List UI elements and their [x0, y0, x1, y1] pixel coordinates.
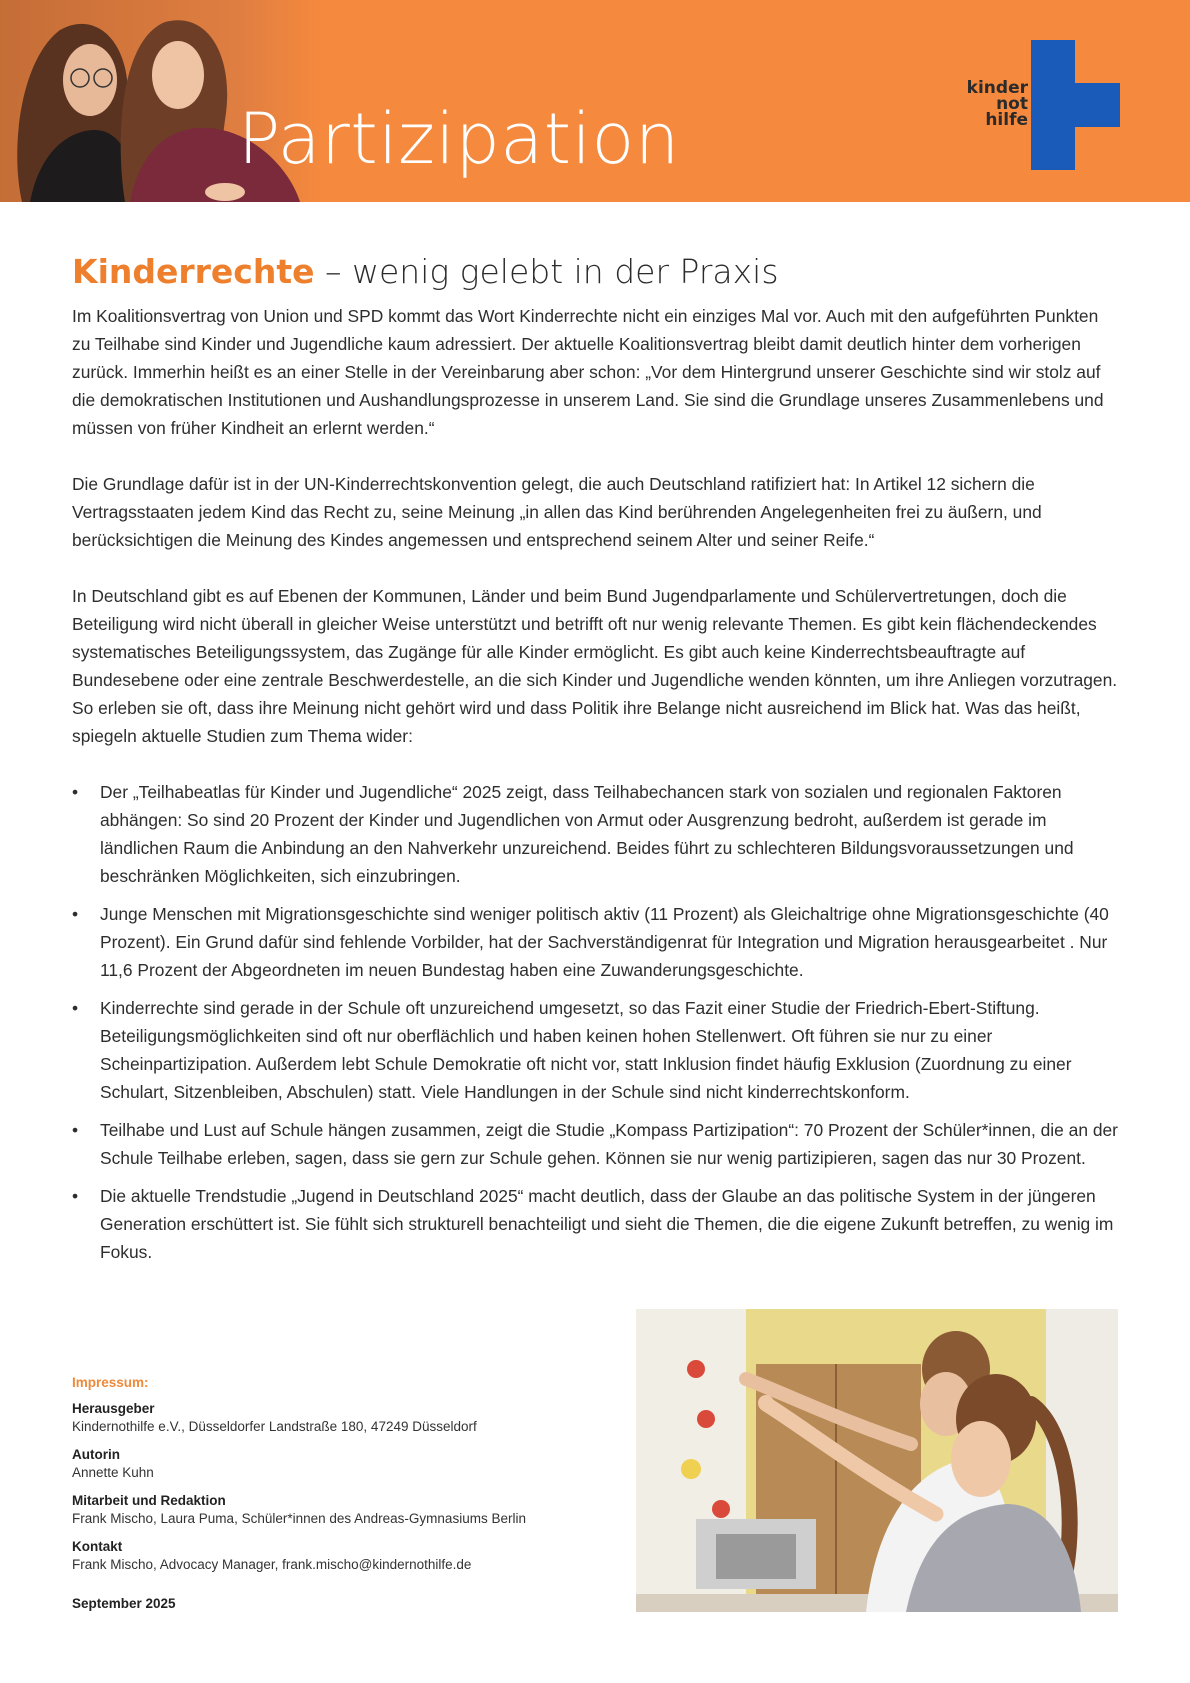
headline-subtitle: – wenig gelebt in der Praxis: [314, 252, 779, 291]
imprint-title: Impressum:: [72, 1375, 149, 1390]
bullet-dot-icon: •: [72, 904, 79, 924]
classroom-photo: [636, 1309, 1118, 1612]
bullet-dot-icon: •: [72, 1120, 79, 1140]
article: [72, 252, 1120, 1276]
paragraph-koalitionsvertrag: Im Koalitionsvertrag von Union und SPD kommt das Wort Kinderrechte nicht ein einziges Mal vor. Auch mit den aufgeführten Punkten zu Teilhabe sind Kinder und Jugendliche kaum adressiert. Der aktuelle Koalitionsvertrag bleibt damit deutlich hinter dem vorherigen zurück. Immerhin heißt es an einer Stelle in der Vereinbarung aber schon: „Vor dem Hintergrund unserer Geschichte sind wir stolz auf die demokratischen Institutionen und Aushandlungsprozesse in unserem Land. Sie sind die Grundlage unseres Zusammenlebens und müssen von früher Kindheit an erlernt werden.“: [72, 306, 1104, 438]
bullet-dot-icon: •: [72, 998, 79, 1018]
kindernothilfe-logo: [960, 40, 1120, 170]
bullet-dot-icon: •: [72, 1186, 79, 1206]
author-label: Autorin: [72, 1447, 120, 1462]
classroom-photo-illustration: [636, 1309, 1118, 1612]
list-item: [72, 1182, 1120, 1266]
list-item-text: Junge Menschen mit Migrationsgeschichte sind weniger politisch aktiv (11 Prozent) als Gleichaltrige ohne Migrationsgeschichte (40 Prozent). Ein Grund dafür sind fehlende Vorbilder, hat der Sachverständigenrat für Integration und Migration herausgearbeitet . Nur 11,6 Prozent der Abgeordneten im neuen Bundestag haben eine Zuwanderungsgeschichte.: [100, 904, 1109, 980]
list-item-text: Kinderrechte sind gerade in der Schule oft unzureichend umgesetzt, so das Fazit einer Studie der Friedrich-Ebert-Stiftung. Beteiligungsmöglichkeiten sind oft nur oberflächlich und haben keinen hohen Stellenwert. Oft führen sie nur zu einer Scheinpartizipation. Außerdem lebt Schule Demokratie oft nicht vor, statt Inklusion findet häufig Exklusion (Zuordnung zu einer Schulart, Sitzenbleiben, Abschulen) statt. Viele Handlungen in der Schule sind nicht kinderrechtskonform.: [100, 998, 1072, 1102]
logo-wordmark: [967, 80, 1028, 128]
contact-value: Frank Mischo, Advocacy Manager, frank.mischo@kindernothilfe.de: [72, 1557, 472, 1572]
studies-list: [72, 778, 1120, 1266]
headline-keyword: Kinderrechte: [72, 252, 315, 291]
publisher-label: Herausgeber: [72, 1401, 155, 1416]
header-band: [0, 0, 1190, 202]
page-title: Partizipation: [238, 98, 680, 180]
paragraph-deutschland-beteiligung: In Deutschland gibt es auf Ebenen der Kommunen, Länder und beim Bund Jugendparlamente und Schülervertretungen, doch die Beteiligung wird nicht überall in gleicher Weise unterstützt und betrifft oft nur wenig relevante Themen. Es gibt kein flächendeckendes systematisches Beteiligungssystem, das Zugänge für alle Kinder ermöglicht. Es gibt auch keine Kinderrechtsbeauftragte auf Bundesebene oder eine zentrale Beschwerdestelle, an die sich Kinder und Jugendliche wenden könnten, um ihre Anliegen vorzutragen. So erleben sie oft, dass ihre Meinung nicht gehört wird und dass Politik ihre Belange nicht ausreichend im Blick hat. Was das heißt, spiegeln aktuelle Studien zum Thema wider:: [72, 586, 1118, 746]
editing-label: Mitarbeit und Redaktion: [72, 1493, 226, 1508]
list-item-text: Die aktuelle Trendstudie „Jugend in Deutschland 2025“ macht deutlich, dass der Glaube an das politische System in der jüngeren Generation erschüttert ist. Sie fühlt sich strukturell benachteiligt und sieht die Themen, die die eigene Zukunft betreffen, zu wenig im Fokus.: [100, 1186, 1114, 1262]
logo-word-hilfe: hilfe: [985, 110, 1028, 130]
list-item: [72, 778, 1120, 890]
publication-date: September 2025: [72, 1596, 176, 1611]
contact-label: Kontakt: [72, 1539, 123, 1554]
imprint: [72, 1375, 632, 1625]
logo-word-kinder: kinder: [966, 78, 1028, 98]
list-item-text: Teilhabe und Lust auf Schule hängen zusammen, zeigt die Studie „Kompass Partizipation“: 70 Prozent der Schüler*innen, die an der Schule Teilhabe erleben, sagen, dass sie gern zur Schule gehen. Können sie nur wenig partizipieren, sagen das nur 30 Prozent.: [100, 1120, 1118, 1168]
list-item: [72, 900, 1120, 984]
paragraph-un-konvention: Die Grundlage dafür ist in der UN-Kinderrechtskonvention gelegt, die auch Deutschland ratifiziert hat: In Artikel 12 sichern die Vertragsstaaten jedem Kind das Recht zu, seine Meinung „in allen das Kind berührenden Angelegenheiten frei zu äußern, und berücksichtigen die Meinung des Kindes angemessen und entsprechend seinem Alter und seiner Reife.“: [72, 474, 1042, 550]
publisher-value: Kindernothilfe e.V., Düsseldorfer Landstraße 180, 47249 Düsseldorf: [72, 1419, 477, 1434]
list-item: [72, 1116, 1120, 1172]
bullet-dot-icon: •: [72, 782, 79, 802]
list-item-text: Der „Teilhabeatlas für Kinder und Jugendliche“ 2025 zeigt, dass Teilhabechancen stark von sozialen und regionalen Faktoren abhängen: So sind 20 Prozent der Kinder und Jugendlichen von Armut oder Ausgrenzung bedroht, außerdem ist gerade im ländlichen Raum die Anbindung an den Nahverkehr unzureichend. Beides führt zu schlechteren Bildungsvoraussetzungen und beschränken Möglichkeiten, sich einzubringen.: [100, 782, 1074, 886]
article-headline: [72, 252, 1120, 292]
list-item: [72, 994, 1120, 1106]
editing-value: Frank Mischo, Laura Puma, Schüler*innen des Andreas-Gymnasiums Berlin: [72, 1511, 526, 1526]
logo-word-not: not: [996, 94, 1028, 114]
author-value: Annette Kuhn: [72, 1465, 154, 1480]
